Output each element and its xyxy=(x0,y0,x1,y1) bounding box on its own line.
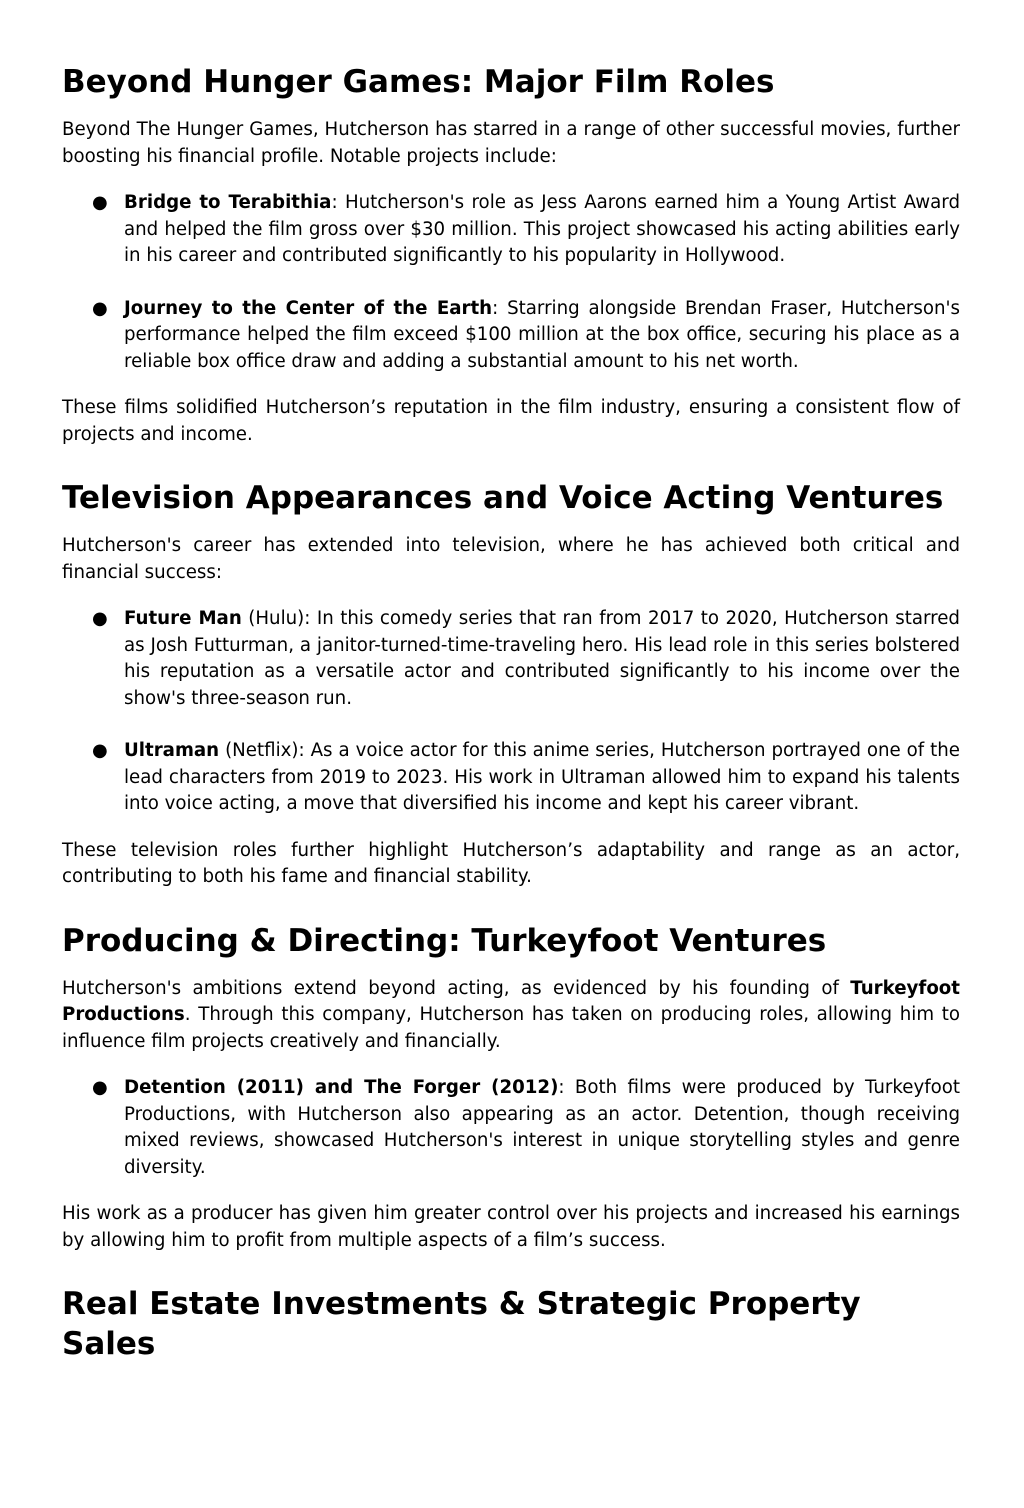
bullet-icon: ● xyxy=(92,192,108,213)
item-text: : Starring alongside Brendan Fraser, Hutcherson's performance helped the film exceed $100 million at the box office, securing his place as a reliable box office draw and adding a substantial amount to his net worth. xyxy=(124,297,960,372)
list-item xyxy=(62,190,960,270)
item-text: (Hulu): In this comedy series that ran from 2017 to 2020, Hutcherson starred as Josh Futturman, a janitor-turned-time-traveling hero. His lead role in this series bolstered his reputation as a versatile actor and contributed significantly to his income over the show's three-season run. xyxy=(124,608,960,709)
section-film-roles xyxy=(62,62,960,448)
item-title: Bridge to Terabithia xyxy=(124,192,332,213)
intro-text-before: Hutcherson's ambitions extend beyond acting, as evidenced by his founding of xyxy=(62,977,851,999)
item-title: Ultraman xyxy=(124,740,220,761)
section-intro: Beyond The Hunger Games, Hutcherson has starred in a range of other successful movies, further boosting his financial profile. Notable projects include: xyxy=(62,119,960,167)
item-text: (Netflix): As a voice actor for this anime series, Hutcherson portrayed one of the lead characters from 2019 to 2023. His work in Ultraman allowed him to expand his talents into voice acting, a move that diversified his income and kept his career vibrant. xyxy=(124,740,960,814)
section-television xyxy=(62,478,960,891)
item-text: : Hutcherson's role as Jess Aarons earned him a Young Artist Award and helped the film gross over $30 million. This project showcased his acting abilities early in his career and contributed significantly to his popularity in Hollywood. xyxy=(124,192,961,266)
intro-text-after: . Through this company, Hutcherson has taken on producing roles, allowing him to influence film projects creatively and financially. xyxy=(62,1004,960,1052)
bullet-icon: ● xyxy=(92,297,108,319)
section-outro: These television roles further highlight Hutcherson’s adaptability and range as an actor, contributing to both his fame and financial stability. xyxy=(62,839,960,887)
section-real-estate xyxy=(62,1284,960,1364)
item-title: Journey to the Center of the Earth xyxy=(124,297,493,319)
bullet-icon: ● xyxy=(92,1077,108,1098)
item-text: : Both films were produced by Turkeyfoot Productions, with Hutcherson also appearing as an actor. Detention, though receiving mixed reviews, showcased Hutcherson's interest in unique storytelling styles and genre diversity. xyxy=(124,1077,960,1178)
section-intro xyxy=(62,976,960,1056)
section-producing xyxy=(62,921,960,1255)
bullet-list xyxy=(62,190,960,375)
section-outro: His work as a producer has given him greater control over his projects and increased his earnings by allowing him to profit from multiple aspects of a film’s success. xyxy=(62,1203,960,1251)
list-item xyxy=(62,296,960,376)
list-item xyxy=(62,1075,960,1181)
bullet-list xyxy=(62,606,960,818)
bullet-list xyxy=(62,1075,960,1181)
list-item xyxy=(62,606,960,712)
section-intro: Hutcherson's career has extended into television, where he has achieved both critical and financial success: xyxy=(62,535,960,583)
section-outro: These films solidified Hutcherson’s reputation in the film industry, ensuring a consistent flow of projects and income. xyxy=(62,397,960,445)
section-heading: Real Estate Investments & Strategic Property Sales xyxy=(62,1286,861,1362)
item-title: Detention (2011) and The Forger (2012) xyxy=(124,1077,559,1098)
section-heading: Producing & Directing: Turkeyfoot Ventures xyxy=(62,922,827,959)
bullet-icon: ● xyxy=(92,608,108,629)
list-item xyxy=(62,738,960,818)
section-heading: Beyond Hunger Games: Major Film Roles xyxy=(62,64,775,100)
document-page xyxy=(0,62,1024,1508)
bullet-icon: ● xyxy=(92,740,108,761)
section-heading: Television Appearances and Voice Acting Ventures xyxy=(62,480,944,516)
intro-company-name: Turkeyfoot Productions xyxy=(62,977,960,1025)
item-title: Future Man xyxy=(124,608,242,629)
